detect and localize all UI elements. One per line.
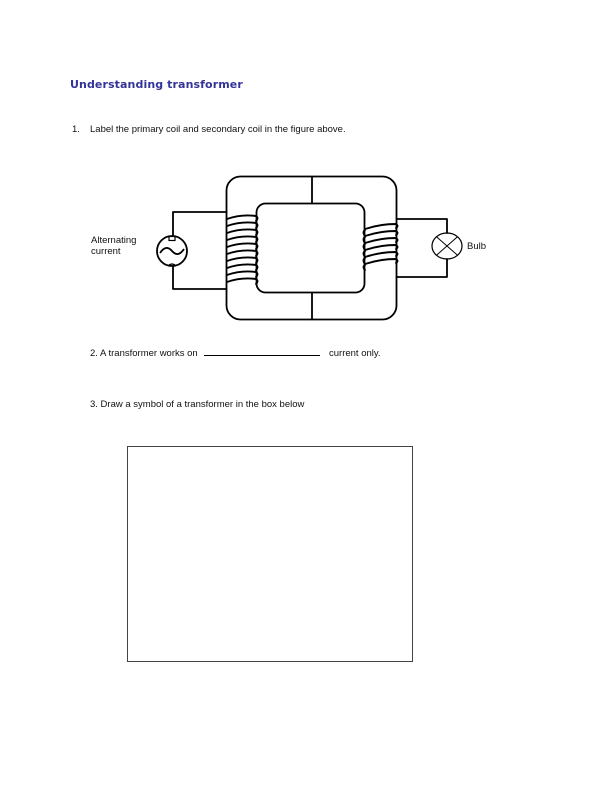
primary-coil: [227, 215, 258, 284]
question-2-suffix: current only.: [329, 348, 381, 359]
drawing-answer-box[interactable]: [127, 446, 413, 662]
label-line-1: Alternating: [91, 235, 137, 246]
secondary-coil: [364, 224, 398, 270]
page-title: Understanding transformer: [70, 78, 243, 91]
transformer-core-inner: [257, 204, 365, 293]
bulb-label: Bulb: [467, 241, 487, 252]
label-line-2: current: [91, 246, 121, 257]
question-3: 3. Draw a symbol of a transformer in the box below: [90, 399, 305, 410]
transformer-core-outer: [227, 177, 397, 320]
question-2: [90, 346, 381, 359]
answer-blank[interactable]: [204, 346, 320, 356]
question-2-prefix: 2. A transformer works on: [90, 348, 198, 359]
primary-wire: [173, 212, 227, 236]
ac-source-icon: [157, 236, 187, 266]
bulb-icon: [432, 233, 462, 259]
alternating-current-label: [91, 235, 136, 257]
question-1-text: Label the primary coil and secondary coil in the figure above.: [90, 124, 346, 135]
question-1-number: 1.: [72, 124, 80, 135]
secondary-wire: [397, 219, 448, 233]
